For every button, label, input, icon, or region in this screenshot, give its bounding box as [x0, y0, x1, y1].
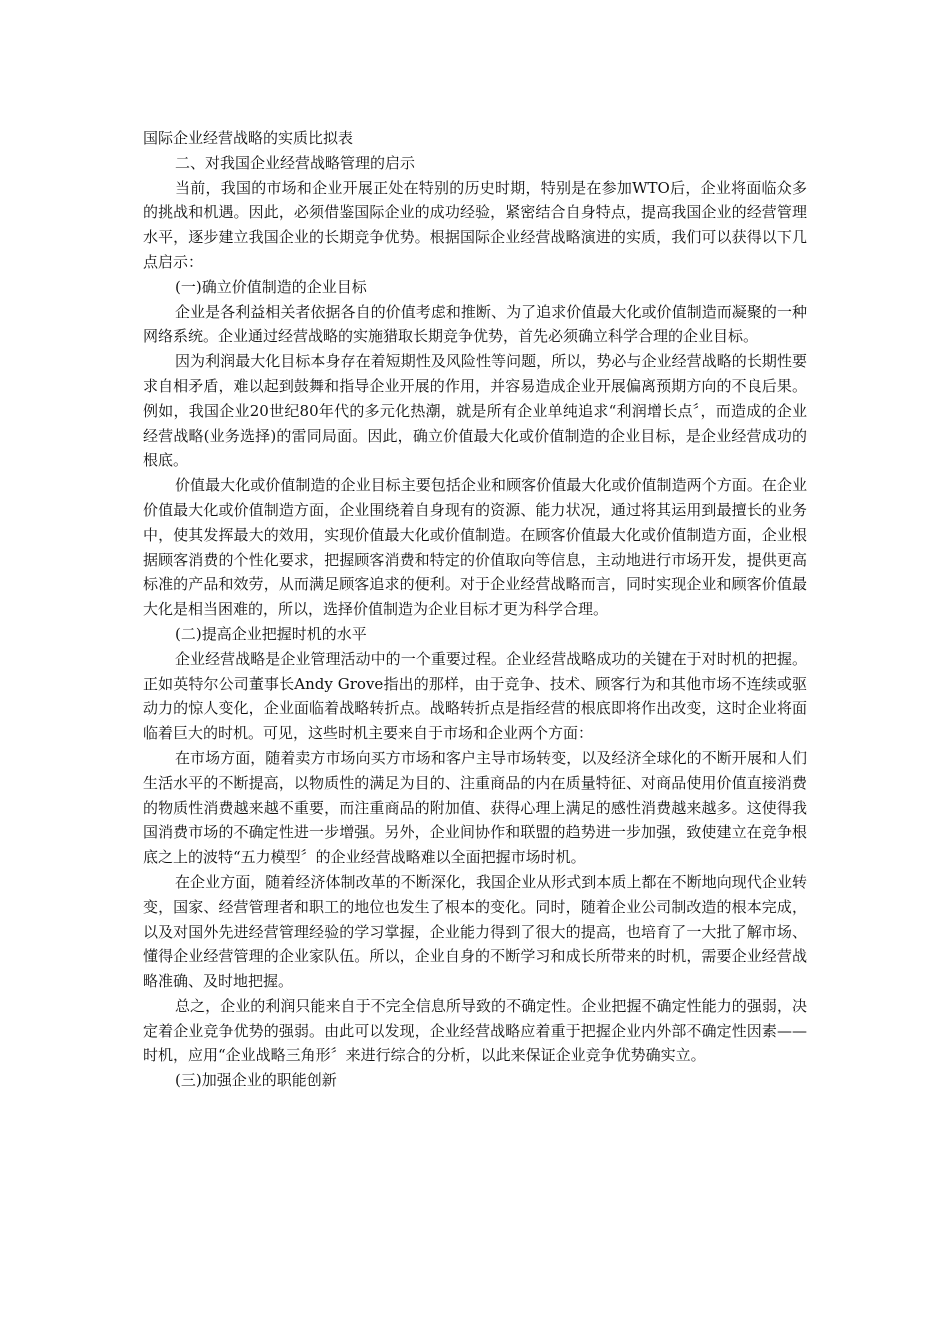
subsection-title-3: (三)加强企业的职能创新	[175, 1071, 337, 1090]
document-body	[143, 126, 807, 1093]
paragraph: 在企业方面，随着经济体制改革的不断深化，我国企业从形式到本质上都在不断地向现代企业转变，国家、经营管理者和职工的地位也发生了根本的变化。同时，随着企业公司制改造的根本完成，以及对国外先进经营管理经验的学习掌握，企业能力得到了很大的提高，也培育了一大批了解市场、懂得企业经营管理的企业家队伍。所以，企业自身的不断学习和成长所带来的时机，需要企业经营战略准确、及时地把握。	[143, 872, 807, 991]
table-caption: 国际企业经营战略的实质比拟表	[143, 129, 354, 147]
paragraph: 在市场方面，随着卖方市场向买方市场和客户主导市场转变，以及经济全球化的不断开展和人们生活水平的不断提高，以物质性的满足为目的、注重商品的内在质量特征、对商品使用价值直接消费的物质性消费越来越不重要，而注重商品的附加值、获得心理上满足的感性消费越来越多。这使得我国消费市场的不确定性进一步增强。另外，企业间协作和联盟的趋势进一步加强，致使建立在竞争根底之上的波特“五力模型〞的企业经营战略难以全面把握市场时机。	[143, 748, 807, 867]
paragraph: 企业经营战略是企业管理活动中的一个重要过程。企业经营战略成功的关键在于对时机的把握。正如英特尔公司董事长Andy Grove指出的那样，由于竞争、技术、顾客行为和其他市场不连续或驱动力的惊人变化，企业面临着战略转折点。战略转折点是指经营的根底即将作出改变，这时企业将面临着巨大的时机。可见，这些时机主要来自于市场和企业两个方面：	[143, 649, 807, 743]
paragraph: 企业是各利益相关者依据各自的价值考虑和推断、为了追求价值最大化或价值制造而凝聚的一种网络系统。企业通过经营战略的实施猎取长期竞争优势，首先必须确立科学合理的企业目标。	[143, 302, 807, 346]
subsection-title-2: (二)提高企业把握时机的水平	[175, 624, 367, 643]
paragraph: 价值最大化或价值制造的企业目标主要包括企业和顾客价值最大化或价值制造两个方面。在企业价值最大化或价值制造方面，企业围绕着自身现有的资源、能力状况，通过将其运用到最擅长的业务中，使其发挥最大的效用，实现价值最大化或价值制造。在顾客价值最大化或价值制造方面，企业根据顾客消费的个性化要求，把握顾客消费和特定的价值取向等信息，主动地进行市场开发，提供更高标准的产品和效劳，从而满足顾客追求的便利。对于企业经营战略而言，同时实现企业和顾客价值最大化是相当困难的，所以，选择价值制造为企业目标才更为科学合理。	[143, 476, 807, 619]
intro-paragraph: 当前，我国的市场和企业开展正处在特别的历史时期，特别是在参加WTO后，企业将面临众多的挑战和机遇。因此，必须借鉴国际企业的成功经验，紧密结合自身特点，提高我国企业的经营管理水平，逐步建立我国企业的长期竞争优势。根据国际企业经营战略演进的实质，我们可以获得以下几点启示：	[143, 178, 807, 271]
paragraph: 因为利润最大化目标本身存在着短期性及风险性等问题，所以，势必与企业经营战略的长期性要求自相矛盾，难以起到鼓舞和指导企业开展的作用，并容易造成企业开展偏离预期方向的不良后果。例如，我国企业20世纪80年代的多元化热潮，就是所有企业单纯追求“利润增长点〞，而造成的企业经营战略(业务选择)的雷同局面。因此，确立价值最大化或价值制造的企业目标，是企业经营成功的根底。	[143, 352, 807, 470]
paragraph: 总之，企业的利润只能来自于不完全信息所导致的不确定性。企业把握不确定性能力的强弱，决定着企业竞争优势的强弱。由此可以发现，企业经营战略应着重于把握企业内外部不确定性因素——时机，应用“企业战略三角形〞来进行综合的分析，以此来保证企业竞争优势确实立。	[143, 996, 807, 1065]
section-title: 二、对我国企业经营战略管理的启示	[175, 153, 416, 172]
subsection-title-1: (一)确立价值制造的企业目标	[175, 277, 367, 296]
